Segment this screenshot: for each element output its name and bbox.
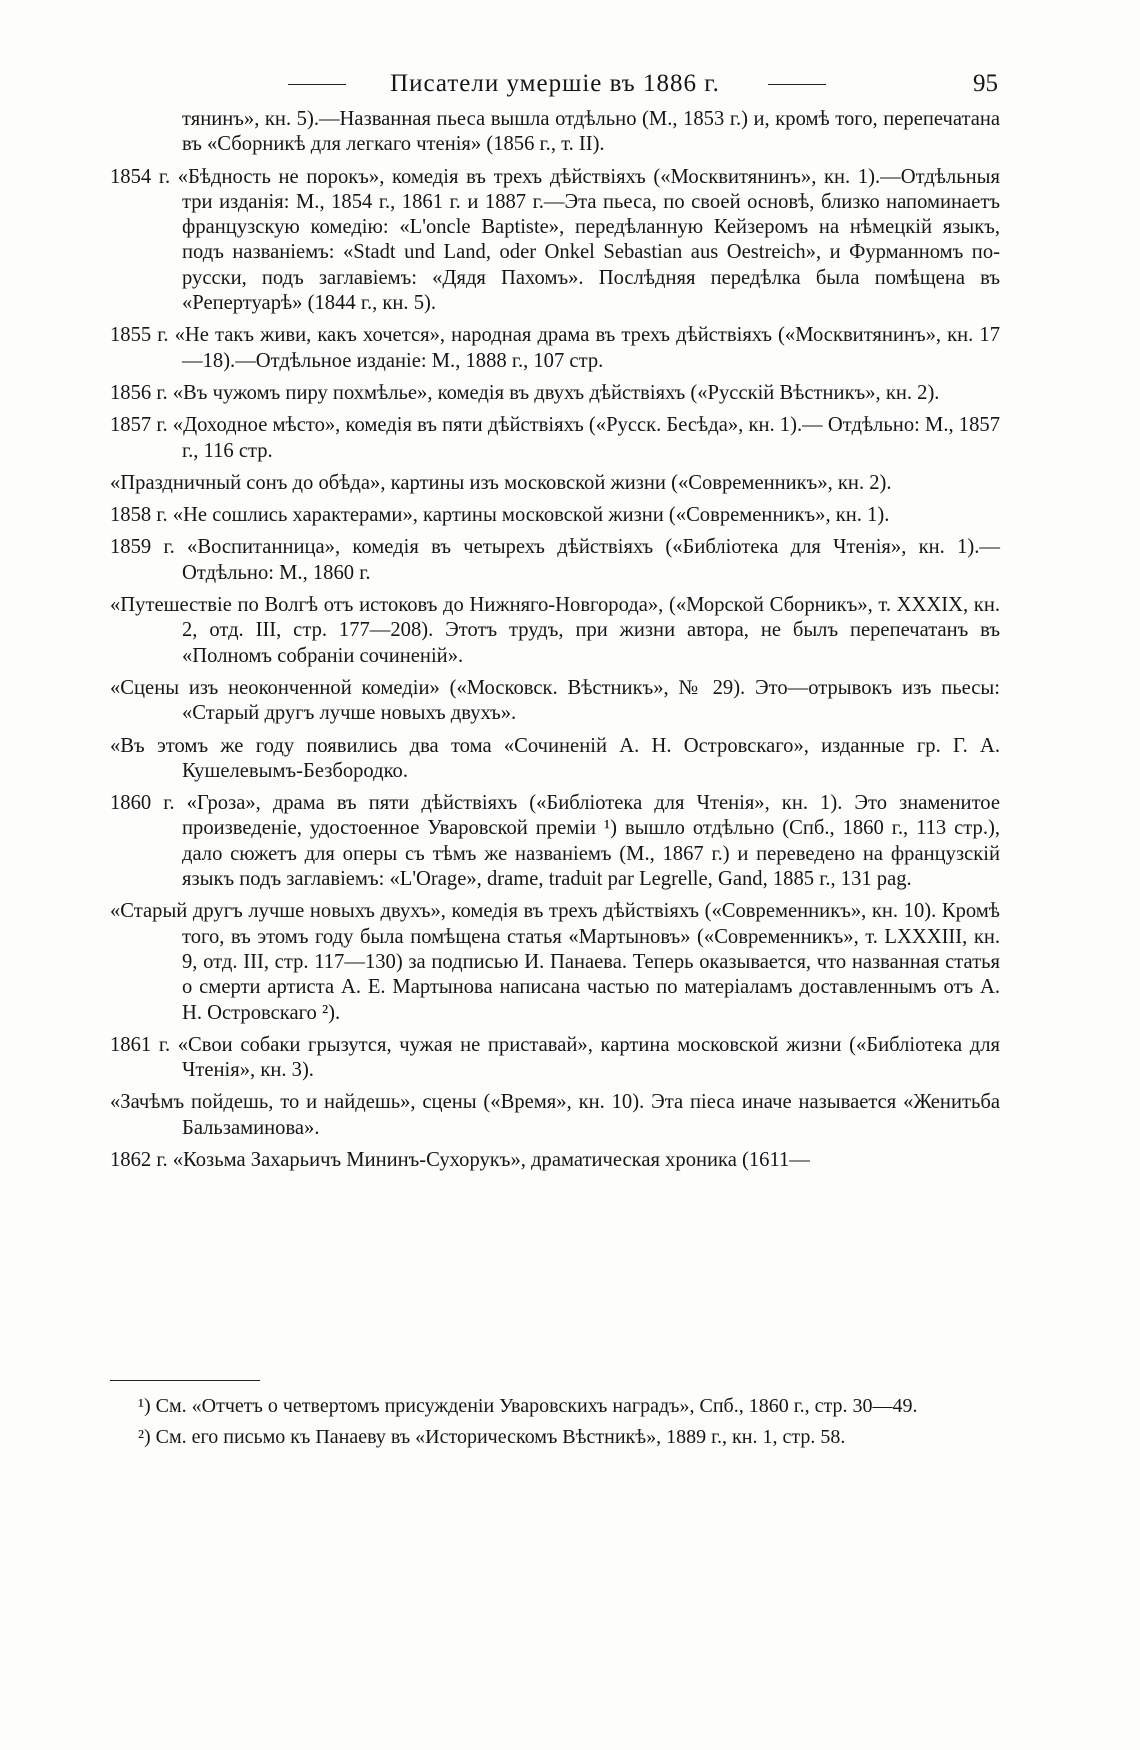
footnotes <box>110 1394 1000 1456</box>
bibliography-entry: 1861 г. «Свои собаки грызутся, чужая не приставай», картина московской жизни («Библіотека для Чтенія», кн. 3). <box>110 1033 1000 1082</box>
bibliography-entry: 1855 г. «Не такъ живи, какъ хочется», народная драма въ трехъ дѣйствіяхъ («Москвитянинъ», кн. 17—18).—Отдѣльное изданіе: М., 1888 г., 107 стр. <box>110 324 1000 372</box>
bibliography-entry: «Старый другъ лучше новыхъ двухъ», комедія въ трехъ дѣйствіяхъ («Современникъ», кн. 10). Кромѣ того, въ этомъ году была помѣщена статья «Мартыновъ» («Современникъ», т. LXXXIII, кн. 9, отд. III, стр. 117—130) за подписью И. Панаева. Теперь оказывается, что названная статья о смерти артиста А. Е. Мартынова написана частью по матеріаламъ доставленнымъ отъ А. Н. Островскаго ²). <box>110 900 1000 1024</box>
bibliography-entry: «Зачѣмъ пойдешь, то и найдешь», сцены («Время», кн. 10). Эта піеса иначе называется «Женитьба Бальзаминова». <box>110 1091 1000 1139</box>
main-text <box>110 107 1000 1180</box>
bibliography-entry: 1860 г. «Гроза», драма въ пяти дѣйствіяхъ («Библіотека для Чтенія», кн. 1). Это знаменитое произведеніе, удостоенное Уваровской преміи ¹) вышло отдѣльно (Спб., 1860 г., 113 стр.), дало сюжетъ для оперы съ тѣмъ же названіемъ (М., 1867 г.) и переведено на французскій языкъ подъ заглавіемъ: «L'Orage», drame, traduit par Legrelle, Gand, 1885 г., 131 pag. <box>110 792 1000 891</box>
bibliography-entry: «Сцены изъ неоконченной комедіи» («Московск. Вѣстникъ», № 29). Это—отрывокъ изъ пьесы: «Старый другъ лучше новыхъ двухъ». <box>110 676 1000 725</box>
footnote: ²) См. его письмо къ Панаеву въ «Историческомъ Вѣстникѣ», 1889 г., кн. 1, стр. 58. <box>138 1426 846 1448</box>
footnote-separator <box>110 1380 260 1381</box>
footnote: ¹) См. «Отчетъ о четвертомъ присужденіи Уваровскихъ наградъ», Спб., 1860 г., стр. 30—49. <box>138 1395 918 1417</box>
running-title: Писатели умершіе въ 1886 г. <box>390 70 720 97</box>
bibliography-entry: 1858 г. «Не сошлись характерами», картины московской жизни («Современникъ», кн. 1). <box>110 504 890 527</box>
bibliography-entry: 1862 г. «Козьма Захарьичъ Мининъ-Сухорукъ», драматическая хроника (1611— <box>110 1148 810 1171</box>
running-header <box>110 70 1000 100</box>
bibliography-entry: «Въ этомъ же году появились два тома «Сочиненій А. Н. Островскаго», изданные гр. Г. А. Кушелевымъ-Безбородко. <box>110 734 1000 782</box>
bibliography-entry: «Праздничный сонъ до обѣда», картины изъ московской жизни («Современникъ», кн. 2). <box>110 471 892 494</box>
bibliography-entry: 1854 г. «Бѣдность не порокъ», комедія въ трехъ дѣйствіяхъ («Москвитянинъ», кн. 1).—Отдѣльныя три изданія: М., 1854 г., 1861 г. и 1887 г.—Эта пьеса, по своей основѣ, близко напоминаетъ французскую комедію: «L'oncle Baptiste», передѣланную Кейзеромъ на нѣмецкій языкъ, подъ названіемъ: «Stadt und Land, oder Onkel Sebastian aus Oestreich», и Фурманномъ по-русски, подъ заглавіемъ: «Дядя Пахомъ». Послѣдняя передѣлка была помѣщена въ «Репертуарѣ» (1844 г., кн. 5). <box>110 165 1000 315</box>
bibliography-entry: 1856 г. «Въ чужомъ пиру похмѣлье», комедія въ двухъ дѣйствіяхъ («Русскій Вѣстникъ», кн. 2). <box>110 381 940 404</box>
header-rule-left <box>288 84 346 85</box>
bibliography-entry: 1859 г. «Воспитанница», комедія въ четырехъ дѣйствіяхъ («Библіотека для Чтенія», кн. 1).—Отдѣльно: М., 1860 г. <box>110 536 1000 584</box>
bibliography-entry: 1857 г. «Доходное мѣсто», комедія въ пяти дѣйствіяхъ («Русск. Бесѣда», кн. 1).— Отдѣльно: М., 1857 г., 116 стр. <box>110 414 1000 462</box>
bibliography-entry: «Путешествіе по Волгѣ отъ истоковъ до Нижняго-Новгорода», («Морской Сборникъ», т. XXXIX, кн. 2, отд. III, стр. 177—208). Этотъ трудъ, при жизни автора, не былъ перепечатанъ въ «Полномъ собраніи сочиненій». <box>110 594 1000 667</box>
text-paragraph: тянинъ», кн. 5).—Названная пьеса вышла отдѣльно (М., 1853 г.) и, кромѣ того, перепечатана въ «Сборникѣ для легкаго чтенія» (1856 г., т. II). <box>182 108 1000 156</box>
header-rule-right <box>768 84 826 85</box>
page-number: 95 <box>973 70 998 97</box>
